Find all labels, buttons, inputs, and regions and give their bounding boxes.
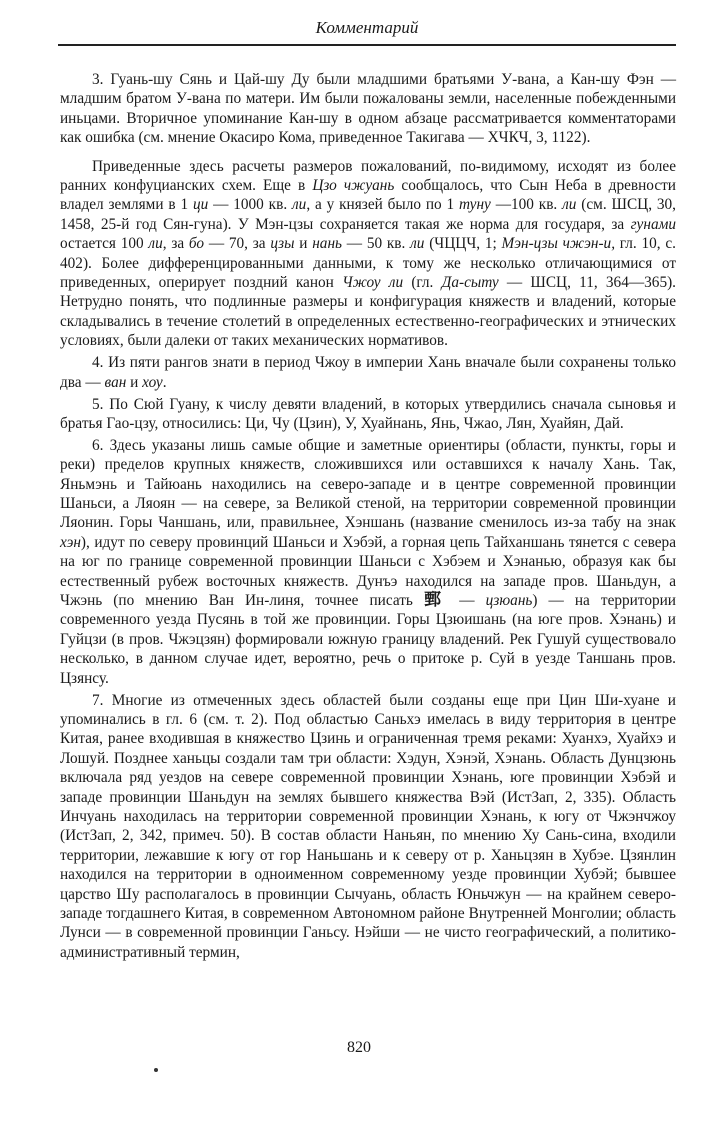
chinese-character: 鄄 [423, 590, 449, 611]
note-4: 4. Из пяти рангов знати в период Чжоу в империи Хань вначале были сохранены только два — ван и хоу. [60, 354, 676, 391]
page-number: 820 [347, 1039, 371, 1056]
commentary-body [60, 70, 676, 965]
scan-speck [154, 1068, 158, 1072]
note-6: 6. Здесь указаны лишь самые общие и заметные ориентиры (области, пункты, горы и реки) пределов крупных княжеств, сложившихся или оставшихся к началу Хань. Так, Яньмэнь и Тайюань находились на северо-западе и в центре современной провинции Шаньси, а Ляоян — на севере, за Великой стеной, на территории современной провинции Ляонин. Горы Чаншань, или, правильнее, Хэншань (название сменилось из-за табу на знак хэн), идут по северу провинций Шаньси и Хэбэй, а горная цепь Тайханшань тянется с севера на юг по границе современной провинции Шаньси с Хэбэем и Хэнанью, образуя как бы естественный рубеж восточных княжеств. Дунъэ находился на западе пров. Шаньдун, а Чжэнь (по мнению Ван Ин-линя, точнее писать 鄄 — цзюань) — на территории современного уезда Пусянь в той же провинции. Горы Цзюишань (на юге пров. Хэнань) и Гуйцзи (в пров. Чжэцзян) формировали южную границу владений. Рек Гушуй существовало несколько, в данном случае идет, вероятно, речь о притоке р. Суй в уезде Таншань пров. Цзянсу. [60, 436, 676, 687]
note-5: 5. По Сюй Гуану, к числу девяти владений, в которых утвердились сначала сыновья и братья Гао-цзу, относились: Ци, Чу (Цзин), У, Хуайнань, Янь, Чжао, Лян, Хуайян, Дай. [60, 395, 676, 432]
note-3: 3. Гуань-шу Сянь и Цай-шу Ду были младшими братьями У-вана, а Кан-шу Фэн — младшим братом У-вана по матери. Им были пожалованы земли, населенные побежденными иньцами. Вторичное упоминание Кан-шу в одном абзаце рассматривается комментаторами как ошибка (см. мнение Окасиро Кома, приведенное Такигава — ХЧКЧ, 3, 1122). [60, 71, 676, 147]
running-header: Комментарий [315, 18, 419, 37]
note-3-continuation: Приведенные здесь расчеты размеров пожалований, по-видимому, исходят из более ранних конфуцианских схем. Еще в Цзо чжуань сообщалось, что Сын Неба в древности владел землями в 1 ци — 1000 кв. ли, а у князей было по 1 туну —100 кв. ли (см. ШСЦ, 30, 1458, 25-й год Сян-гуна). У Мэн-цзы сохраняется такая же норма для государя, за гунами остается 100 ли, за бо — 70, за цзы и нань — 50 кв. ли (ЧЦЦЧ, 1; Мэн-цзы чжэн-и, гл. 10, с. 402). Более дифференцированными данными, к тому же несколько отличающимися от приведенных, оперирует поздний канон Чжоу ли (гл. Да-сыту — ШСЦ, 11, 364—365). Нетрудно понять, что подлинные размеры и конфигурация княжеств и владений, которые складывались в течение столетий в определенных естественно-географических и этнических условиях, были далеки от таких механических нормативов. [60, 157, 677, 350]
note-7: 7. Многие из отмеченных здесь областей были созданы еще при Цин Ши-хуане и упоминались в гл. 6 (см. т. 2). Под областью Саньхэ имелась в виду территория в центре Китая, ранее входившая в княжество Цзинь и ограниченная тремя реками: Хуанхэ, Хуайхэ и Лошуй. Позднее ханьцы создали там три области: Хэдун, Хэнэй, Хэнань. Область Дунцзюнь включала ряд уездов на севере современной провинции Хэнань, юге провинции Хэбэй и западе провинции Шаньдун на землях бывшего княжества Вэй (ИстЗап, 2, 335). Область Инчуань находилась на территории современной провинции Хэнань, к югу от Чжэнчжоу (ИстЗап, 2, 342, примеч. 50). В состав области Наньян, по мнению Ху Сань-сина, входили территории, лежавшие к югу от гор Наньшань и к северу от р. Ханьцзян в Хубэе. Цзянлин находился на территории в одноименном современному уезде провинции Хубэй; бывшее царство Шу располагалось в провинции Сычуань, область Юньчжун — на крайнем северо-западе тогдашнего Китая, в современном Автономном районе Внутренней Монголии; область Лунси — в современной провинции Ганьсу. Нэйши — не чисто географический, а политико-административный термин, [60, 691, 676, 961]
header-rule [58, 44, 676, 46]
